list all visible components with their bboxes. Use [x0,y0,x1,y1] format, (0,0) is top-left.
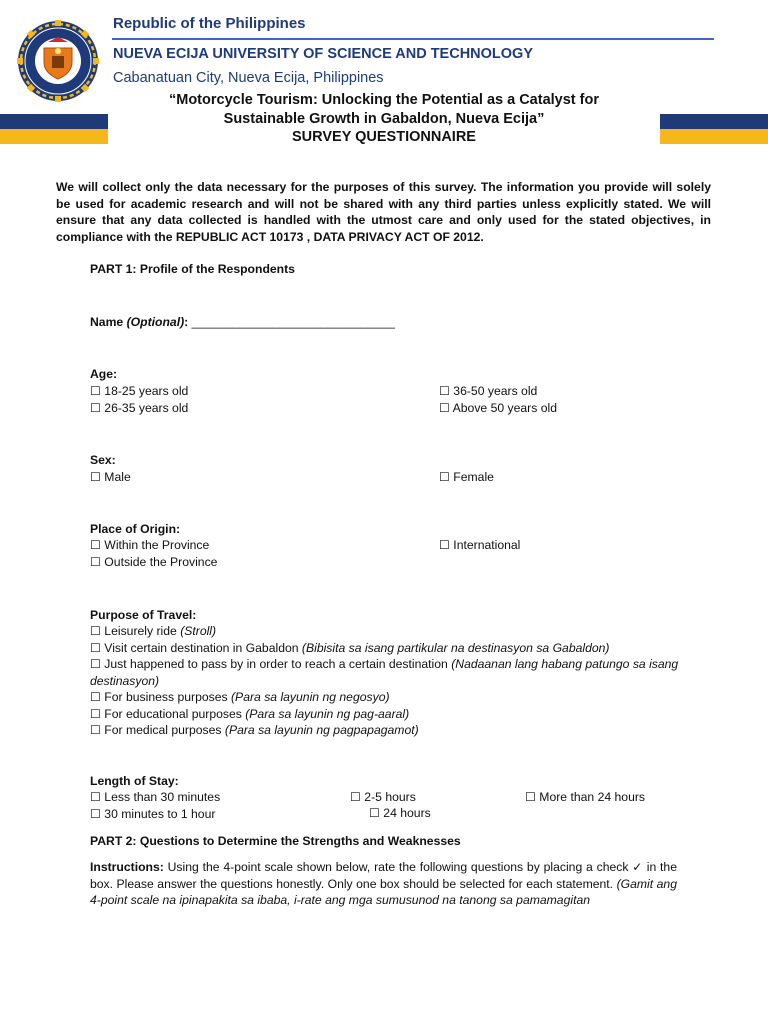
sex-option-female[interactable]: ☐ Female [439,470,494,484]
purpose-option-leisure[interactable]: ☐ Leisurely ride (Stroll) [90,624,217,638]
origin-option-within[interactable]: ☐ Within the Province [90,538,210,552]
instructions-tagalog: (Gamit ang 4-point scale na ipinapakita sa ibaba, i-rate ang mga sumusunod na tanong sa pamamagitan [90,876,677,907]
age-option-18-25[interactable]: ☐ 18-25 years old [90,384,189,398]
purpose-option-business[interactable]: ☐ For business purposes (Para sa layunin ng negosyo) [90,690,390,704]
privacy-notice: We will collect only the data necessary for the purposes of this survey. The information you provide will solely be used for academic research and will not be shared with any third parties unless explicitly stated. We will ensure that any data collected is handled with the utmost care and only used for the stated objectives, in compliance with the REPUBLIC ACT 10173 , DATA PRIVACY ACT OF 2012. [56,180,711,244]
name-blank-line[interactable]: ______________________________ [191,315,395,329]
part1-heading: PART 1: Profile of the Respondents [90,262,295,276]
age-label: Age: [90,367,118,381]
header-divider [112,38,714,40]
sex-label: Sex: [90,453,116,467]
university-seal-logo [17,20,99,102]
stay-option-30-60[interactable]: ☐ 30 minutes to 1 hour [90,806,216,821]
title-line-1: “Motorcycle Tourism: Unlocking the Potential as a Catalyst for [169,92,599,108]
university-name: NUEVA ECIJA UNIVERSITY OF SCIENCE AND TECHNOLOGY [113,46,534,62]
purpose-options [90,623,680,739]
title-line-3: SURVEY QUESTIONNAIRE [292,129,476,145]
title-line-2: Sustainable Growth in Gabaldon, Nueva Ecija” [223,110,545,127]
purpose-option-visit[interactable]: ☐ Visit certain destination in Gabaldon (Bibisita sa isang partikular na destinasyon sa Gabaldon) [90,640,610,655]
age-option-36-50[interactable]: ☐ 36-50 years old [439,384,538,398]
origin-label: Place of Origin: [90,522,181,536]
survey-title [150,91,618,147]
origin-option-outside[interactable]: ☐ Outside the Province [90,554,218,569]
part2-heading: PART 2: Questions to Determine the Strengths and Weaknesses [90,834,461,848]
stay-option-2-5-hours[interactable]: ☐ 2-5 hours [350,790,416,804]
name-field[interactable] [90,314,395,331]
age-option-26-35[interactable]: ☐ 26-35 years old [90,400,189,415]
stay-option-more-24[interactable]: ☐ More than 24 hours [525,790,646,804]
purpose-option-educational[interactable]: ☐ For educational purposes (Para sa layunin ng pag-aaral) [90,706,410,721]
name-optional: (Optional) [126,315,185,329]
name-label: Name [90,315,124,329]
sex-option-male[interactable]: ☐ Male [90,470,131,484]
name-colon: : [184,315,189,329]
part2-instructions [90,859,677,909]
stay-option-24-hours[interactable]: ☐ 24 hours [369,806,431,820]
stay-option-less-30[interactable]: ☐ Less than 30 minutes [90,790,221,804]
purpose-option-medical[interactable]: ☐ For medical purposes (Para sa layunin ng pagpapagamot) [90,723,419,737]
right-color-stripe [660,114,768,144]
university-location: Cabanatuan City, Nueva Ecija, Philippines [113,70,384,86]
left-color-stripe [0,114,108,144]
origin-option-international[interactable]: ☐ International [439,538,521,552]
republic-heading: Republic of the Philippines [113,15,306,32]
age-option-above-50[interactable]: ☐ Above 50 years old [439,400,557,415]
purpose-label: Purpose of Travel: [90,608,197,622]
purpose-option-pass-by[interactable]: ☐ Just happened to pass by in order to reach a certain destination (Nadaanan lang habang patungo sa isang destinasyon) [90,657,679,688]
instructions-label: Instructions: [90,860,164,874]
instructions-text: Using the 4-point scale shown below, rate the following questions by placing a check ✓ in the box. Please answer the questions honestly. Only one box should be selected for each statement. [90,860,677,891]
stay-label: Length of Stay: [90,774,179,788]
